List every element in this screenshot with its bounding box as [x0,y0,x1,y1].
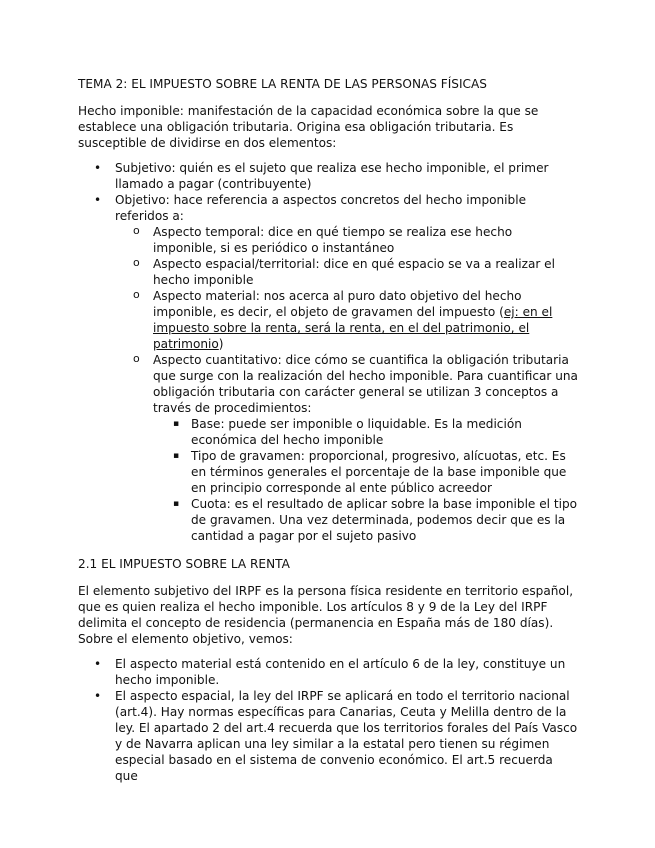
section-paragraph: El elemento subjetivo del IRPF es la persona física residente en territorio español, que es quien realiza el hecho imponible. Los artículos 8 y 9 de la Ley del IRPF delimita el concepto de residencia (permanencia en España más de 180 días). Sobre el elemento objetivo, vemos: [78,584,574,646]
list-item-objetivo: • Objetivo: hace referencia a aspectos concretos del hecho imponible referidos a: [94,193,527,223]
square-bullet-icon: ▪ [173,419,180,429]
list-item-cuantitativo: o Aspecto cuantitativo: dice cómo se cuantifica la obligación tributaria que surge con la realización del hecho imponible. Para cuantificar una obligación tributaria con carácter general se utilizan 3 conceptos a través de procedimientos: [133,352,578,415]
bullet-icon: • [94,689,102,703]
elements-list [78,160,578,544]
circle-bullet-icon: o [133,288,140,301]
list-item-subjetivo: • Subjetivo: quién es el sujeto que realiza ese hecho imponible, el primer llamado a pagar (contribuyente) [94,161,549,191]
square-bullet-icon: ▪ [173,451,180,461]
list-item-aspecto-espacial: • El aspecto espacial, la ley del IRPF se aplicará en todo el territorio nacional (art.4). Hay normas específicas para Canarias, Ceuta y Melilla dentro de la ley. El apartado 2 del art.4 recuerda que los territorios forales del País Vasco y de Navarra aplican una ley similar a la estatal pero tienen su régimen especial basado en el sistema de convenio económico. El art.5 recuerda que [94,689,578,783]
intro-paragraph: Hecho imponible: manifestación de la capacidad económica sobre la que se establece una obligación tributaria. Origina esa obligación tributaria. Es susceptible de dividirse en dos elementos: [78,104,539,150]
bullet-icon: • [94,193,102,207]
circle-bullet-icon: o [133,352,140,365]
list-item-espacial: o Aspecto espacial/territorial: dice en qué espacio se va a realizar el hecho imponible [133,256,555,287]
circle-bullet-icon: o [133,256,140,269]
circle-bullet-icon: o [133,224,140,237]
page-title: TEMA 2: EL IMPUESTO SOBRE LA RENTA DE LAS PERSONAS FÍSICAS [78,77,487,91]
square-bullet-icon: ▪ [173,499,180,509]
example-underlined: ej: en el impuesto sobre la renta, será la renta, en el del patrimonio, el patrimonio [153,305,553,351]
list-item-temporal: o Aspecto temporal: dice en qué tiempo se realiza ese hecho imponible, si es periódico o instantáneo [133,224,513,255]
list-item-material: o Aspecto material: nos acerca al puro dato objetivo del hecho imponible, es decir, el objeto de gravamen del impuesto (ej: en el impuesto sobre la renta, será la renta, en el del patrimonio, el patrimonio) [133,288,553,351]
bullet-icon: • [94,657,102,671]
section-list [78,656,578,784]
list-item-cuota: ▪ Cuota: es el resultado de aplicar sobre la base imponible el tipo de gravamen. Una vez determinada, podemos decir que es la cantidad a pagar por el sujeto pasivo [173,497,578,543]
list-item-aspecto-material: • El aspecto material está contenido en el artículo 6 de la ley, constituye un hecho imponible. [94,657,566,687]
list-item-tipo: ▪ Tipo de gravamen: proporcional, progresivo, alícuotas, etc. Es en términos generales el porcentaje de la base imponible que en principio corresponde al ente público acreedor [173,449,567,495]
list-item-base: ▪ Base: puede ser imponible o liquidable. Es la medición económica del hecho imponible [173,417,522,447]
bullet-icon: • [94,161,102,175]
section-heading: 2.1 EL IMPUESTO SOBRE LA RENTA [78,557,290,571]
